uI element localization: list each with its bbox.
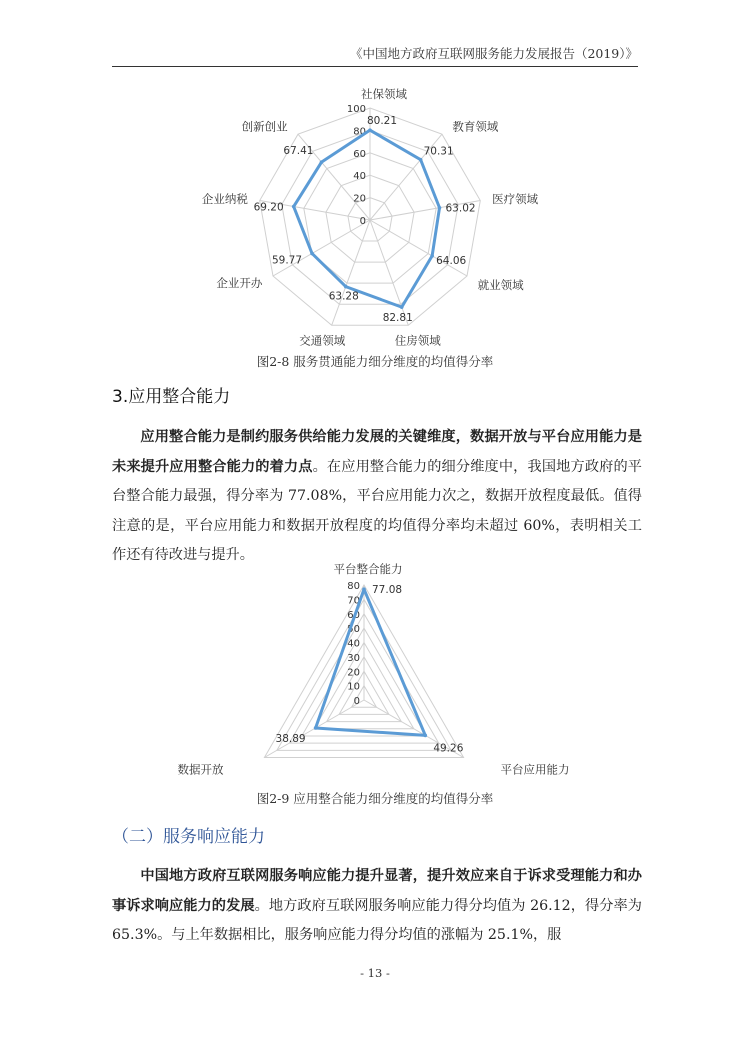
- data-value-label: 63.28: [328, 290, 359, 303]
- axis-tick-label: 20: [347, 667, 360, 679]
- figure-2-9-caption: 图2-9 应用整合能力细分维度的均值得分率: [256, 791, 494, 806]
- page-number: - 13 -: [360, 966, 390, 980]
- axis-tick-label: 0: [353, 696, 360, 707]
- data-point: [400, 305, 404, 309]
- category-label: 平台应用能力: [500, 762, 570, 777]
- category-label: 数据开放: [177, 762, 224, 777]
- axis-tick-label: 80: [347, 581, 360, 592]
- data-value-label: 64.06: [436, 254, 467, 267]
- category-label: 平台整合能力: [333, 562, 403, 576]
- axis-tick-label: 30: [347, 652, 360, 664]
- data-value-label: 80.21: [366, 115, 398, 128]
- axis-tick-label: 40: [347, 638, 360, 650]
- axis-tick-label: 20: [353, 193, 366, 205]
- axis-tick-label: 60: [347, 609, 360, 621]
- category-label: 创新创业: [241, 119, 288, 134]
- radar-chart-app-integration: [0, 562, 750, 777]
- radar-chart-service-connectivity: [0, 86, 750, 346]
- data-point: [314, 726, 318, 730]
- category-label: 社保领域: [361, 87, 407, 101]
- data-value-label: 77.08: [372, 584, 403, 597]
- data-point: [292, 205, 296, 209]
- category-label: 就业领域: [477, 278, 524, 292]
- paragraph-bold-lead: 应用整合能力是制约服务供给能力发展的关键维度，数据开放与平台应用能力是未来提升应用整合能力的着力点: [112, 429, 642, 475]
- data-value-label: 67.41: [283, 145, 314, 158]
- category-label: 企业开办: [216, 276, 263, 290]
- data-point: [368, 128, 372, 132]
- data-point: [362, 587, 366, 591]
- data-value-label: 38.89: [275, 732, 306, 745]
- data-point: [344, 285, 348, 289]
- category-label: 医疗领域: [492, 191, 539, 206]
- category-label: 教育领域: [452, 119, 499, 134]
- figure-2-8-caption: 图2-8 服务贯通能力细分维度的均值得分率: [256, 354, 494, 369]
- axis-tick-label: 60: [353, 148, 366, 160]
- category-label: 住房领域: [394, 333, 441, 348]
- data-series-line: [294, 130, 440, 307]
- data-point: [424, 734, 428, 738]
- section-heading-app-integration: 3.应用整合能力: [112, 387, 231, 407]
- data-point: [430, 254, 434, 258]
- data-value-label: 63.02: [445, 202, 476, 215]
- grid-spoke: [370, 220, 467, 276]
- running-header: 《中国地方政府互联网服务能力发展报告（2019）》: [349, 46, 638, 61]
- axis-tick-label: 10: [347, 681, 360, 693]
- axis-tick-label: 0: [359, 216, 366, 227]
- paragraph-body: 。地方政府互联网服务响应能力得分均值为 26.12，得分率为 65.3%。与上年数据相比，服务响应能力得分均值的涨幅为 25.1%，服: [112, 897, 642, 943]
- data-point: [438, 206, 442, 210]
- data-value-label: 69.20: [253, 201, 284, 214]
- data-point: [419, 158, 423, 162]
- category-label: 交通领域: [299, 333, 346, 348]
- category-label: 企业纳税: [201, 191, 248, 206]
- data-value-label: 49.26: [433, 742, 464, 755]
- data-value-label: 59.77: [271, 254, 303, 267]
- axis-tick-label: 100: [346, 104, 366, 115]
- data-point: [320, 160, 324, 164]
- axis-tick-label: 70: [347, 595, 360, 607]
- grid-spoke: [273, 220, 370, 276]
- grid-spoke: [332, 220, 370, 325]
- axis-tick-label: 50: [347, 624, 360, 636]
- data-value-label: 82.81: [382, 312, 413, 325]
- paragraph-service-response: [112, 862, 642, 951]
- data-value-label: 70.31: [423, 145, 454, 158]
- paragraph-app-integration: [112, 423, 642, 571]
- axis-tick-label: 80: [353, 126, 366, 138]
- grid-spoke: [370, 220, 408, 325]
- axis-tick-label: 40: [353, 171, 366, 183]
- paragraph-bold-lead: 中国地方政府互联网服务响应能力提升显著，提升效应来自于诉求受理能力和办事诉求响应能力的发展: [112, 868, 642, 914]
- paragraph-body: 。在应用整合能力的细分维度中，我国地方政府的平台整合能力最强，得分率为 77.08%，平台应用能力次之，数据开放程度最低。值得注意的是，平台应用能力和数据开放程度的均值得分率均未超过 60%，表明相关工作还有待改进与提升。: [112, 458, 642, 563]
- section-heading-service-response: （二）服务响应能力: [112, 827, 265, 847]
- data-point: [310, 252, 314, 256]
- header-rule: [112, 66, 638, 67]
